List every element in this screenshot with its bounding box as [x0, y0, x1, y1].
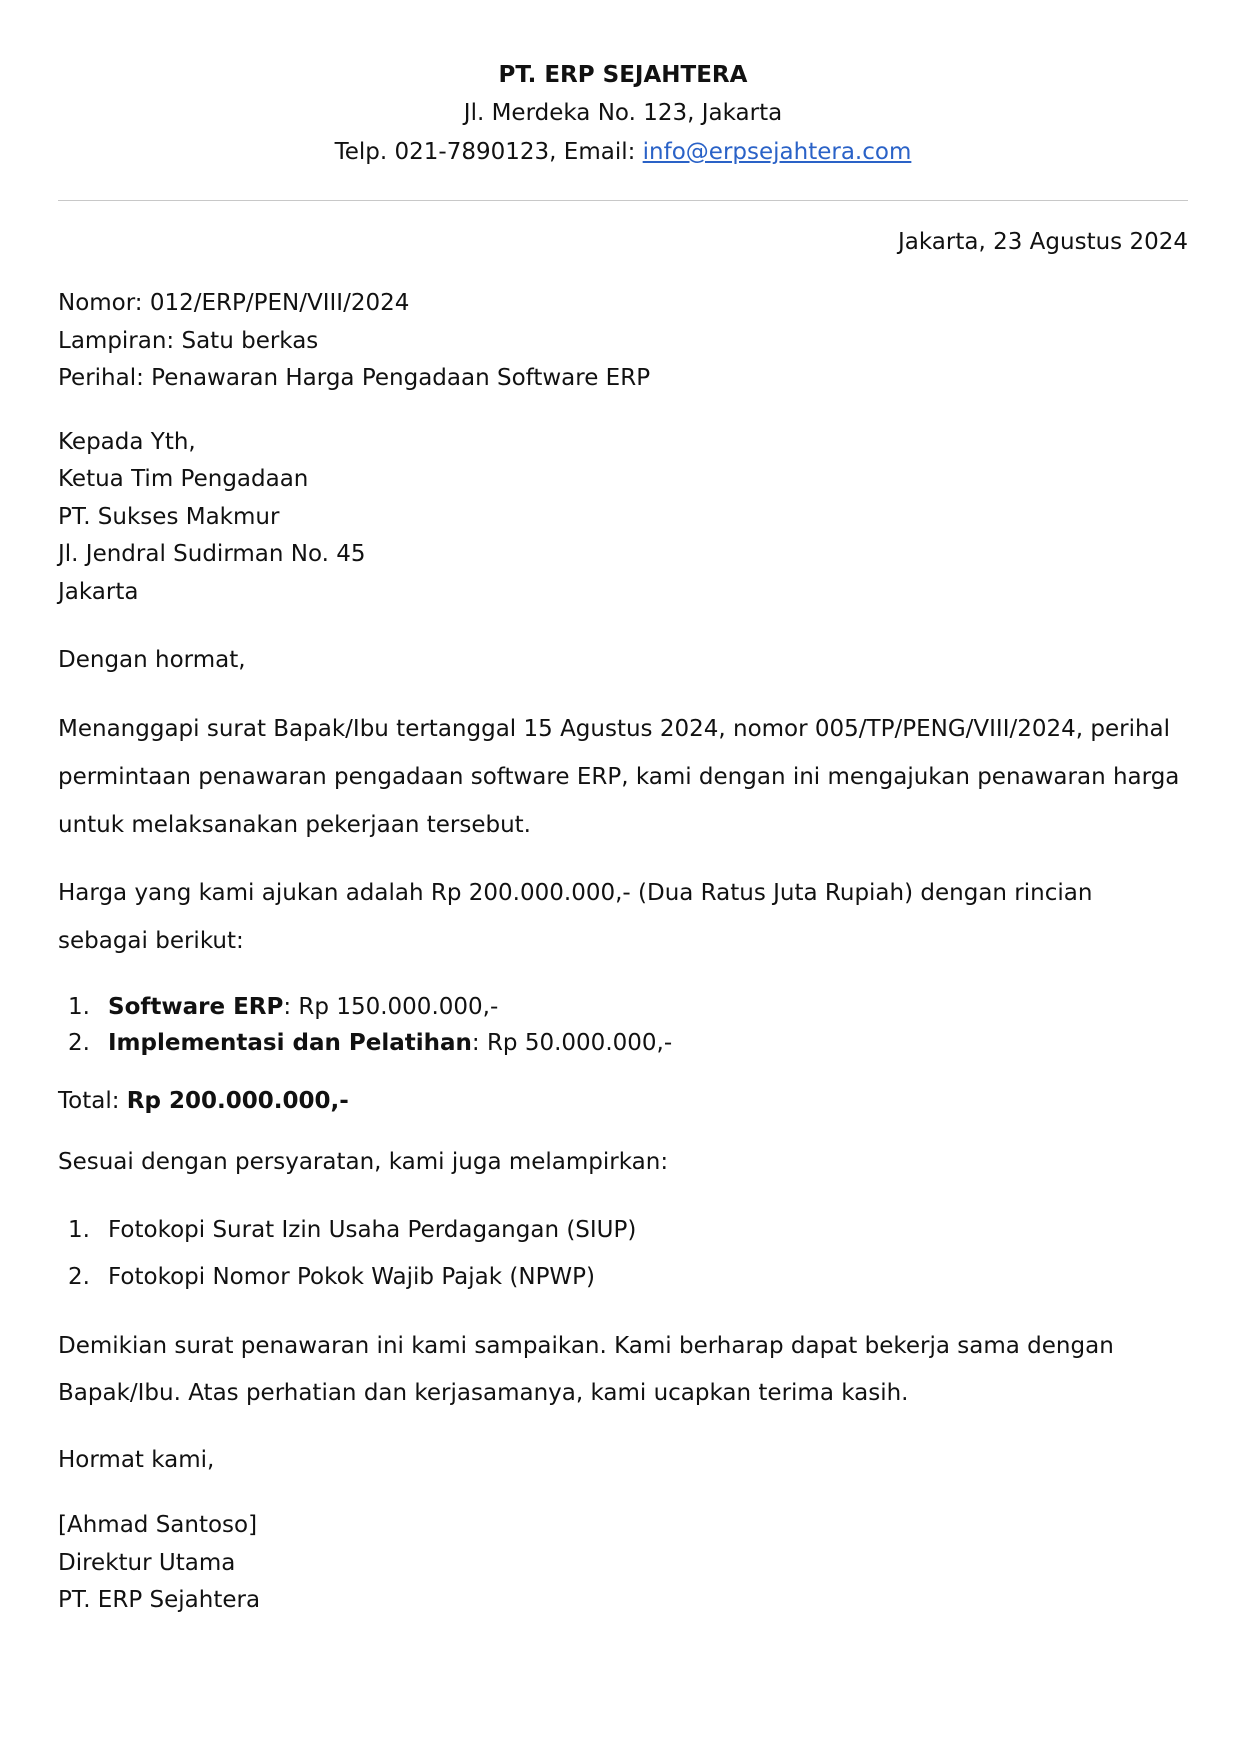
recipient-salutation: Kepada Yth, [58, 428, 196, 455]
recipient-address: Jl. Jendral Sudirman No. 45 [58, 541, 366, 567]
regards: Hormat kami, [58, 1447, 215, 1473]
body-paragraph-1: Menanggapi surat Bapak/Ibu tertanggal 15 Agustus 2024, nomor 005/TP/PENG/VIII/2024, perihal permintaan penawaran pengadaan software ERP, kami dengan ini mengajukan penawaran harga untuk melaksanakan pekerjaan tersebut. [58, 716, 1180, 838]
total-line [58, 1083, 1188, 1119]
signer-title: Direktur Utama [58, 1549, 236, 1576]
item-price: : Rp 150.000.000,- [283, 994, 499, 1020]
list-number: 1. [68, 994, 90, 1020]
item-name: Software ERP [108, 994, 284, 1020]
attachment-text: Fotokopi Nomor Pokok Wajib Pajak (NPWP) [108, 1264, 596, 1290]
email-link[interactable]: info@erpsejahtera.com [642, 139, 912, 165]
total-value: Rp 200.000.000,- [126, 1088, 349, 1114]
letter-page [58, 0, 1188, 1620]
list-number: 2. [68, 1264, 90, 1290]
signer-company: PT. ERP Sejahtera [58, 1587, 261, 1613]
signature-block [58, 1507, 1188, 1620]
attachment-list [58, 1207, 1188, 1301]
list-item [58, 1254, 1188, 1301]
letter-date: Jakarta, 23 Agustus 2024 [898, 229, 1188, 255]
list-number: 1. [68, 1217, 90, 1243]
attachments-intro: Sesuai dengan persyaratan, kami juga melampirkan: [58, 1149, 669, 1175]
attachment-text: Fotokopi Surat Izin Usaha Perdagangan (SIUP) [108, 1217, 637, 1243]
letter-meta [58, 285, 1188, 398]
recipient-title: Ketua Tim Pengadaan [58, 466, 309, 492]
company-name: PT. ERP SEJAHTERA [498, 62, 748, 88]
header-divider [58, 200, 1188, 201]
letter-attachment: Lampiran: Satu berkas [58, 327, 319, 354]
contact-phone: Telp. 021-7890123, Email: [334, 139, 643, 165]
recipient-company: PT. Sukses Makmur [58, 503, 280, 530]
list-item [58, 1207, 1188, 1254]
total-label: Total: [58, 1088, 127, 1114]
signer-name: [Ahmad Santoso] [58, 1512, 258, 1538]
greeting: Dengan hormat, [58, 647, 246, 673]
letter-subject: Perihal: Penawaran Harga Pengadaan Software ERP [58, 365, 651, 391]
body-paragraph-2: Harga yang kami ajukan adalah Rp 200.000.000,- (Dua Ratus Juta Rupiah) dengan rincian sebagai berikut: [58, 880, 1093, 954]
item-price: : Rp 50.000.000,- [471, 1030, 673, 1056]
company-address: Jl. Merdeka No. 123, Jakarta [463, 100, 783, 126]
recipient-city: Jakarta [58, 578, 139, 605]
list-item [58, 1025, 1188, 1061]
price-list [58, 989, 1188, 1061]
company-contact [58, 133, 1188, 172]
letter-number: Nomor: 012/ERP/PEN/VIII/2024 [58, 290, 410, 316]
letterhead [58, 56, 1188, 172]
list-number: 2. [68, 1030, 90, 1056]
recipient-block [58, 424, 1188, 612]
closing-paragraph: Demikian surat penawaran ini kami sampaikan. Kami berharap dapat bekerja sama dengan Bapak/Ibu. Atas perhatian dan kerjasamanya, kami ucapkan terima kasih. [58, 1333, 1114, 1406]
item-name: Implementasi dan Pelatihan [108, 1030, 472, 1056]
list-item [58, 989, 1188, 1025]
